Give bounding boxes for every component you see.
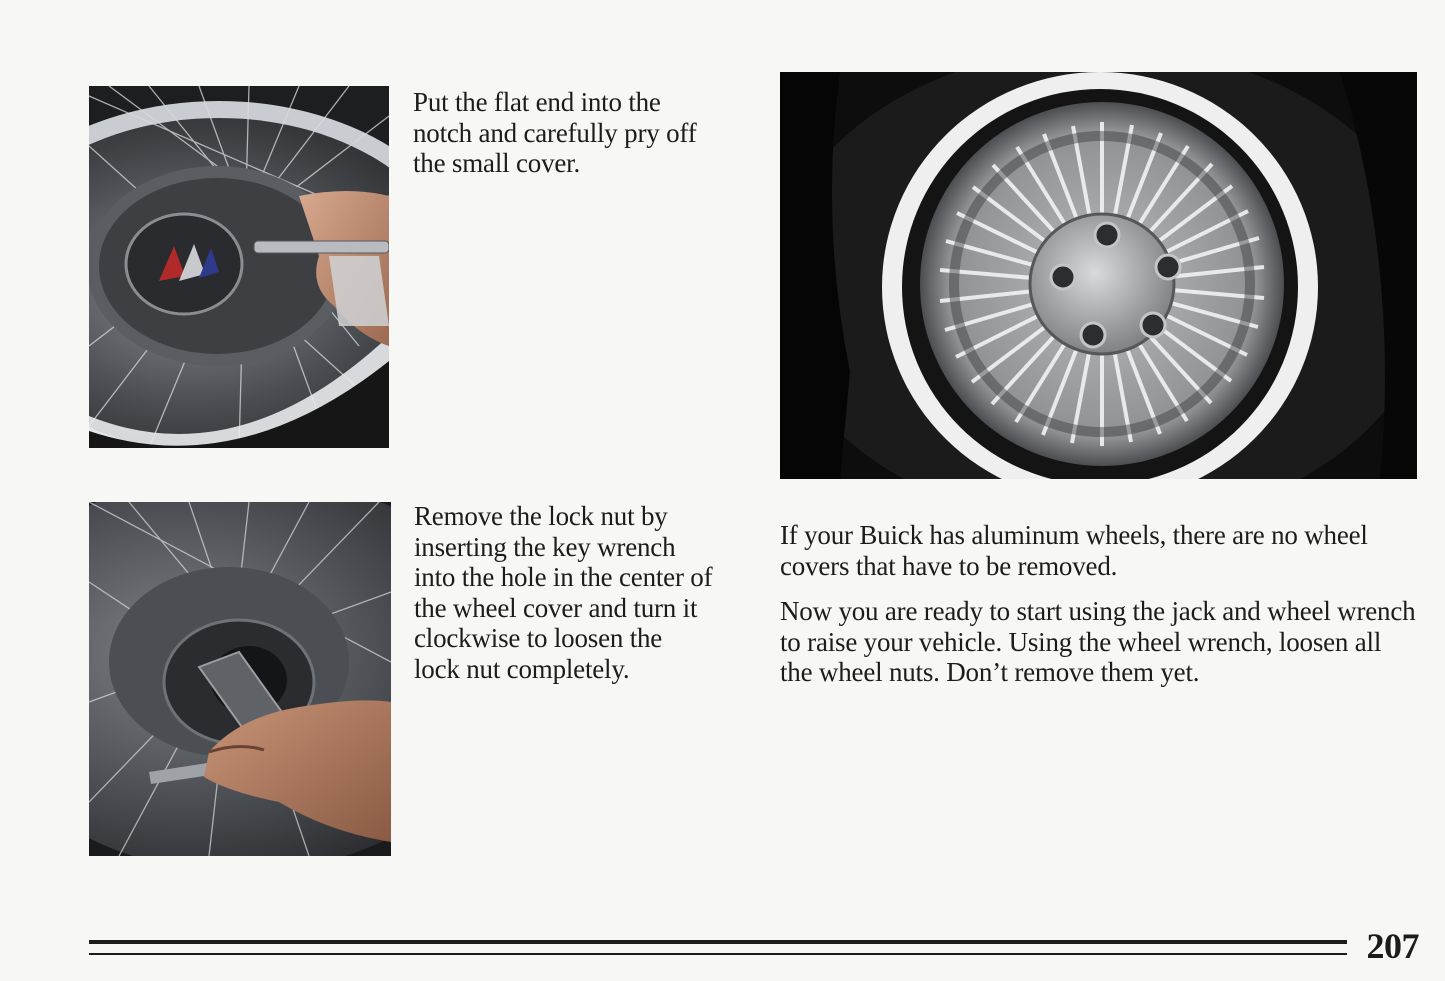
aluminum-wheels-paragraph: If your Buick has aluminum wheels, there are no wheel covers that have to be removed. <box>780 520 1368 581</box>
step-caption-pry-cover: Put the flat end into the notch and carefully pry off the small cover. <box>413 87 697 178</box>
footer-rule-thick <box>89 940 1347 944</box>
aluminum-wheel-photo <box>780 72 1417 479</box>
wire-wheel-cover-pry-photo <box>89 86 389 448</box>
page-number: 207 <box>1366 926 1419 966</box>
wire-wheel-cover-key-wrench-photo <box>89 502 391 856</box>
footer-rule-thin <box>89 953 1347 955</box>
step-caption-remove-lock-nut: Remove the lock nut by inserting the key wrench into the hole in the center of the wheel cover and turn it clockwise to loosen the lock nut completely. <box>414 501 713 684</box>
loosen-wheel-nuts-paragraph: Now you are ready to start using the jack and wheel wrench to raise your vehicle. Using the wheel wrench, loosen all the wheel nuts. Don’t remove them yet. <box>780 596 1416 687</box>
